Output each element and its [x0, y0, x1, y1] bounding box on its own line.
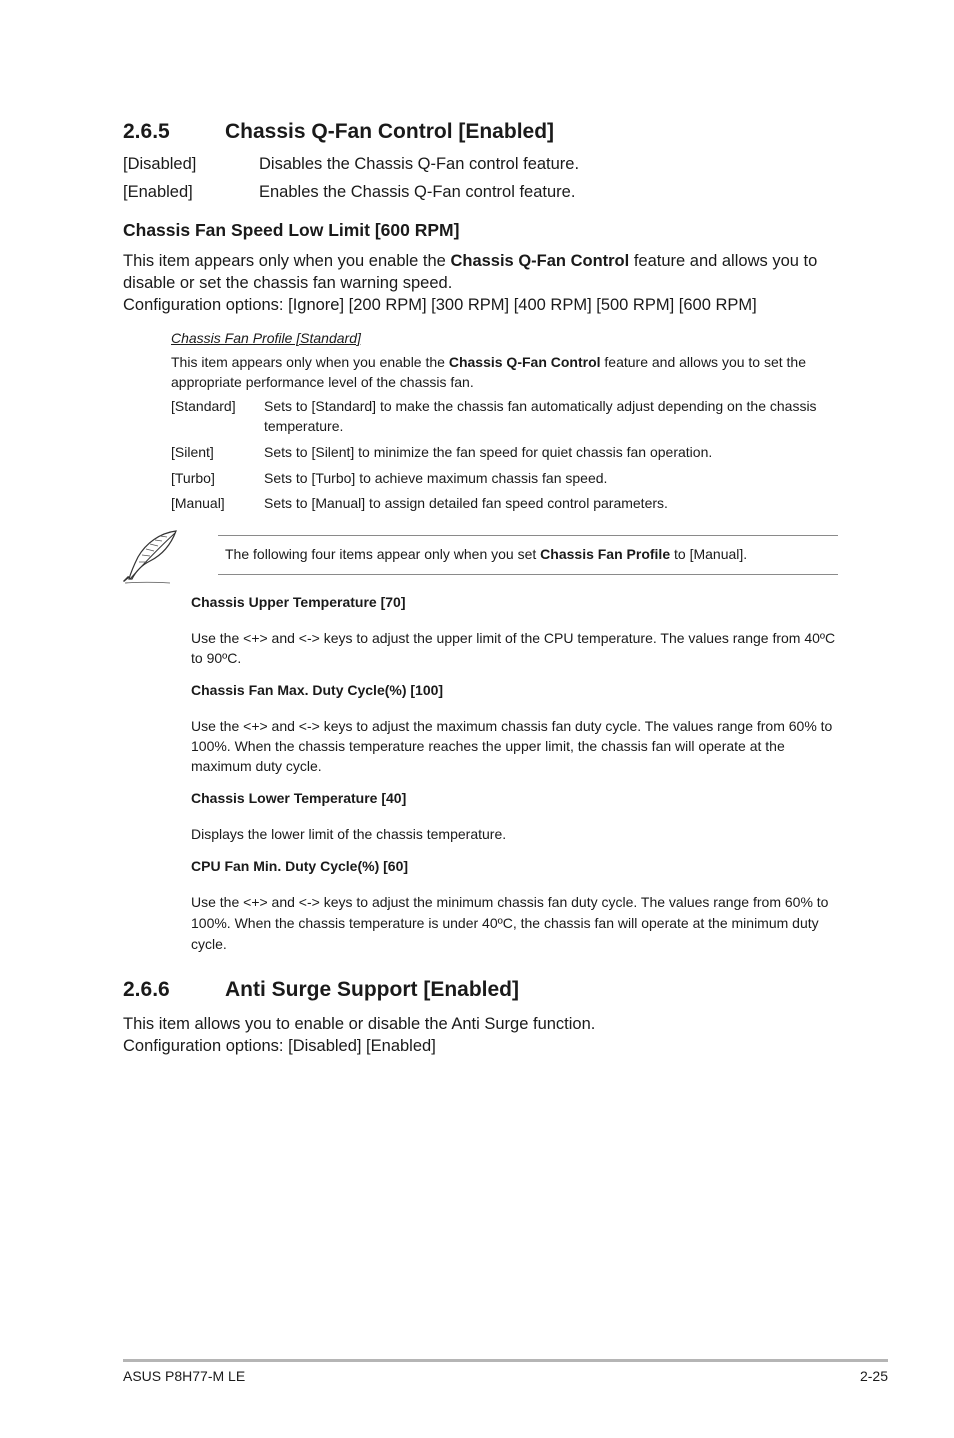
- bold-term: Chassis Q-Fan Control: [450, 252, 630, 270]
- option-key: [Disabled]: [123, 155, 197, 173]
- section-title: Chassis Q-Fan Control [Enabled]: [225, 120, 555, 143]
- section-number: 2.6.6: [123, 978, 170, 1001]
- option-row-enabled: [123, 183, 575, 202]
- config-options: Configuration options: [Ignore] [200 RPM] [300 RPM] [400 RPM] [500 RPM] [600 RPM]: [123, 296, 757, 314]
- option-desc: Disables the Chassis Q-Fan control feature.: [259, 155, 580, 173]
- text-run: This item appears only when you enable the: [123, 252, 451, 270]
- note-divider-top: [218, 535, 838, 536]
- text-run: This item appears only when you enable the: [171, 354, 449, 370]
- section-heading-2-6-6: [123, 978, 519, 1002]
- feather-quill-icon: [120, 527, 182, 585]
- footer-rule: [123, 1359, 888, 1362]
- item-heading-lower-temp: Chassis Lower Temperature [40]: [191, 790, 407, 806]
- section-number: 2.6.5: [123, 120, 170, 143]
- bold-term: Chassis Q-Fan Control: [448, 354, 601, 370]
- item-desc-min-duty: Use the <+> and <-> keys to adjust the minimum chassis fan duty cycle. The values range from 60% to 100%. When the chassis temperature is under 40ºC, the chassis fan will operate at the minimum duty cycle.: [191, 894, 829, 952]
- fan-profile-title: Chassis Fan Profile [Standard]: [171, 330, 361, 346]
- option-desc: Sets to [Turbo] to achieve maximum chassis fan speed.: [264, 470, 608, 486]
- item-desc-max-duty: Use the <+> and <-> keys to adjust the maximum chassis fan duty cycle. The values range from 60% to 100%. When the chassis temperature reaches the upper limit, the chassis fan will operate at the maximum duty cycle.: [191, 718, 833, 774]
- profile-option-manual: [171, 493, 839, 513]
- profile-option-turbo: [171, 468, 839, 488]
- low-limit-description: [123, 250, 838, 316]
- option-row-disabled: [123, 155, 579, 174]
- option-desc: Sets to [Manual] to assign detailed fan speed control parameters.: [264, 495, 668, 511]
- option-key: [Turbo]: [171, 470, 215, 486]
- anti-surge-description: [123, 1013, 838, 1057]
- footer-page-number: 2-25: [859, 1368, 888, 1384]
- item-desc-upper-temp: Use the <+> and <-> keys to adjust the upper limit of the CPU temperature. The values range from 40ºC to 90ºC.: [191, 630, 836, 666]
- option-desc: Sets to [Silent] to minimize the fan speed for quiet chassis fan operation.: [264, 444, 713, 460]
- fan-profile-description: [171, 352, 839, 392]
- option-desc: Sets to [Standard] to make the chassis fan automatically adjust depending on the chassis temperature.: [264, 398, 817, 434]
- item-desc-lower-temp: Displays the lower limit of the chassis temperature.: [191, 826, 507, 842]
- bold-term: Chassis Fan Profile: [540, 546, 671, 562]
- item-heading-min-duty: CPU Fan Min. Duty Cycle(%) [60]: [191, 858, 409, 874]
- text-run: feature and allows you to set the appropriate performance level of the chassis fan.: [171, 354, 806, 390]
- note-text: [225, 546, 747, 562]
- text-run: This item allows you to enable or disable the Anti Surge function.: [123, 1015, 596, 1033]
- section-heading-2-6-5: [123, 120, 554, 144]
- config-options: Configuration options: [Disabled] [Enabled]: [123, 1037, 436, 1055]
- subsection-heading-low-limit: Chassis Fan Speed Low Limit [600 RPM]: [123, 220, 460, 240]
- option-desc: Enables the Chassis Q-Fan control feature.: [259, 183, 576, 201]
- text-run: The following four items appear only when you set: [225, 546, 541, 562]
- section-title: Anti Surge Support [Enabled]: [225, 978, 519, 1001]
- option-key: [Enabled]: [123, 183, 193, 201]
- text-run: to [Manual].: [670, 546, 748, 562]
- option-key: [Silent]: [171, 444, 214, 460]
- option-key: [Manual]: [171, 495, 225, 511]
- item-heading-upper-temp: Chassis Upper Temperature [70]: [191, 594, 406, 610]
- option-key: [Standard]: [171, 398, 236, 414]
- text-run: feature and allows you to disable or set the chassis fan warning speed.: [123, 252, 818, 292]
- item-heading-max-duty: Chassis Fan Max. Duty Cycle(%) [100]: [191, 682, 444, 698]
- footer-product-name: ASUS P8H77-M LE: [123, 1368, 246, 1384]
- note-divider-bottom: [218, 574, 838, 575]
- profile-option-silent: [171, 442, 839, 462]
- profile-option-standard: [171, 396, 839, 436]
